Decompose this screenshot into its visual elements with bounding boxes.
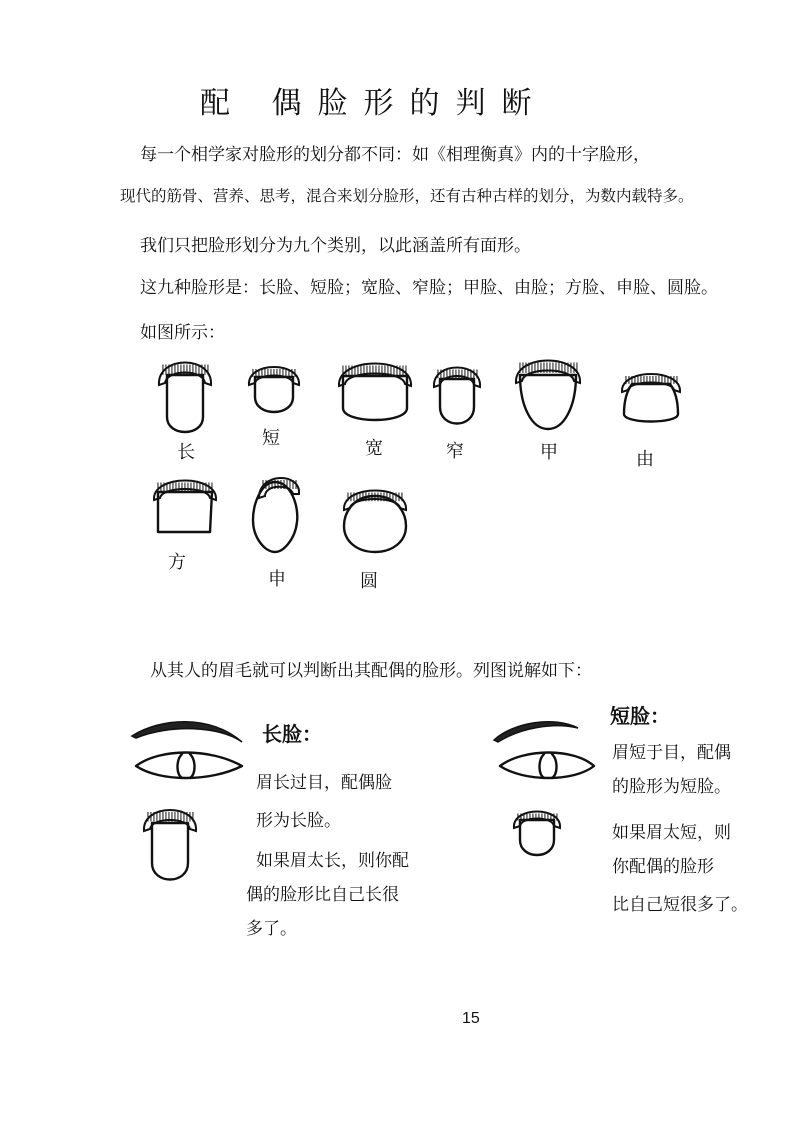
long-face-text-2b: 偶的脸形比自己长很	[246, 885, 399, 905]
intro-line-1: 每一个相学家对脸形的划分都不同：如《相理衡真》内的十字脸形，	[140, 145, 650, 165]
long-face-text-1b: 形为长脸。	[256, 811, 341, 831]
shen-face-drawing	[245, 468, 305, 558]
face-label-narrow: 窄	[446, 441, 464, 462]
short-face-example-drawing	[510, 800, 565, 865]
face-label-you: 由	[636, 449, 654, 470]
you-face-drawing	[618, 362, 684, 432]
face-label-square: 方	[168, 552, 186, 573]
intro-line-4: 这九种脸形是：长脸、短脸；宽脸、窄脸；甲脸、由脸；方脸、申脸、圆脸。	[140, 278, 718, 298]
face-label-round: 圆	[360, 571, 378, 592]
long-face-example-drawing	[140, 795, 200, 890]
face-label-shen: 申	[268, 569, 286, 590]
narrow-face-drawing	[430, 355, 485, 435]
short-face-drawing	[245, 355, 303, 420]
intro-line-2: 现代的筋骨、营养、思考，混合来划分脸形，还有古种古样的划分，为数内载特多。	[120, 187, 694, 205]
long-face-heading: 长脸：	[262, 722, 322, 746]
intro-line-3: 我们只把脸形划分为九个类别，以此涵盖所有面形。	[140, 236, 531, 256]
long-face-drawing	[155, 345, 215, 440]
jia-face-drawing	[512, 345, 584, 435]
short-face-text-1a: 眉短于目，配偶	[612, 743, 731, 763]
face-label-jia: 甲	[540, 442, 558, 463]
section-intro: 从其人的眉毛就可以判断出其配偶的脸形。列图说解如下：	[150, 661, 592, 681]
short-face-text-2a: 如果眉太短，则	[612, 823, 731, 843]
short-face-text-2c: 比自己短很多了。	[612, 895, 748, 915]
page-number: 15	[462, 1010, 480, 1027]
page-title: 配 偶脸形的判断	[200, 86, 548, 121]
short-eyebrow-eye-drawing	[490, 712, 600, 782]
long-face-text-1a: 眉长过目，配偶脸	[256, 773, 392, 793]
round-face-drawing	[340, 478, 410, 558]
face-label-wide: 宽	[365, 438, 383, 459]
long-face-text-2c: 多了。	[246, 919, 297, 939]
intro-line-5: 如图所示：	[140, 323, 225, 343]
wide-face-drawing	[335, 350, 415, 430]
short-face-text-2b: 你配偶的脸形	[612, 857, 714, 877]
short-face-heading: 短脸：	[610, 704, 670, 728]
long-eyebrow-eye-drawing	[130, 712, 250, 782]
square-face-drawing	[150, 470, 220, 540]
face-label-short: 短	[262, 428, 280, 449]
face-label-long: 长	[177, 442, 195, 463]
long-face-text-2a: 如果眉太长，则你配	[256, 851, 409, 871]
short-face-text-1b: 的脸形为短脸。	[612, 777, 731, 797]
